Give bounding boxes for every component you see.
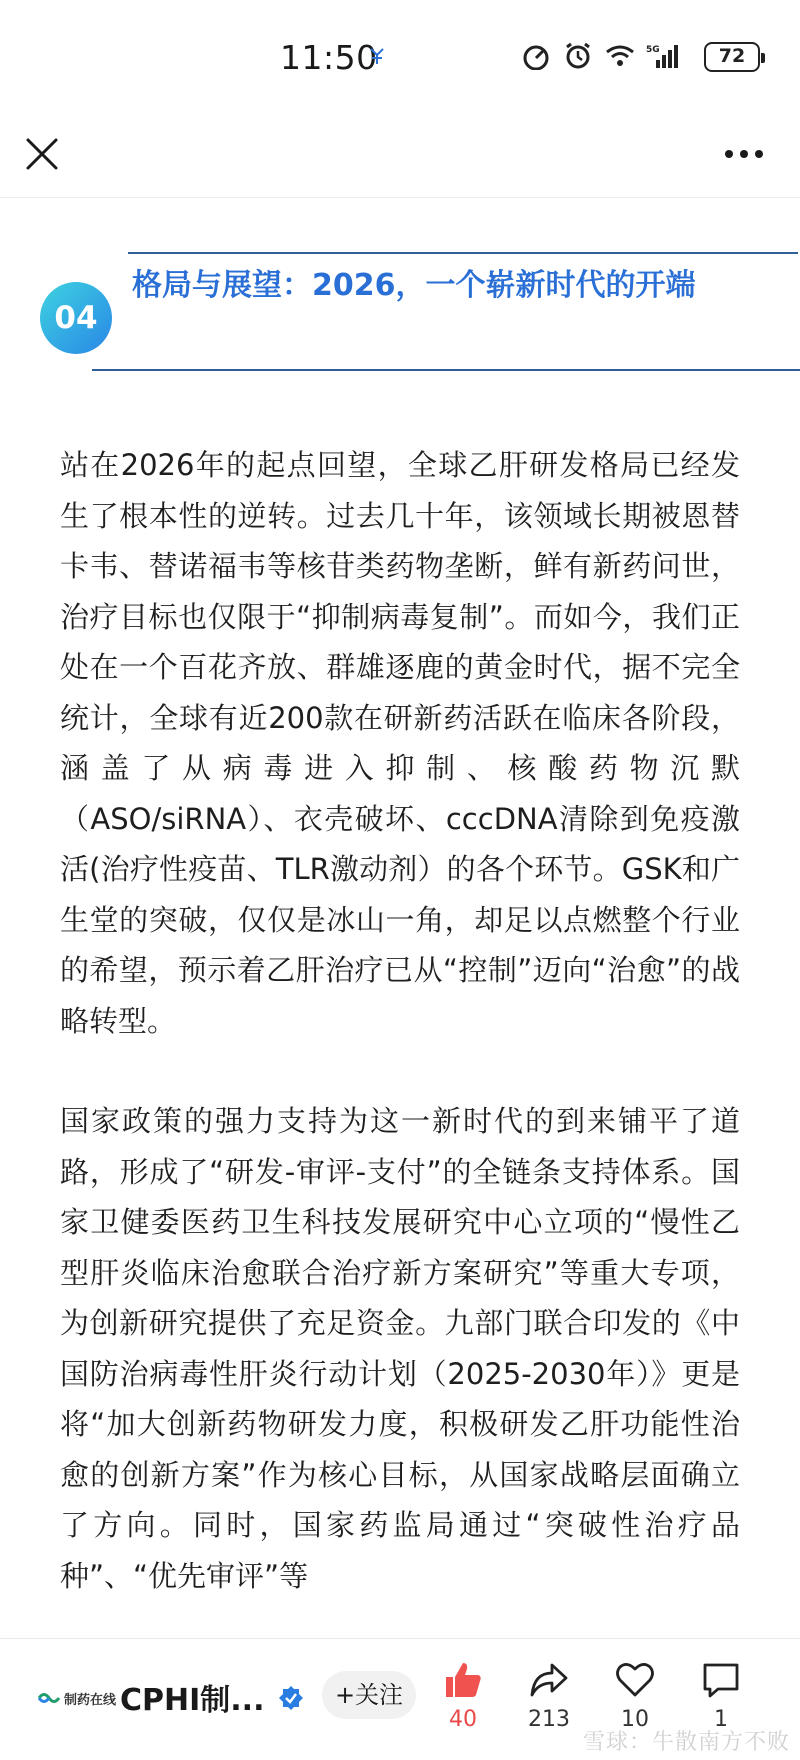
- notification-icon: [368, 46, 386, 66]
- watermark: 雪球：牛散南方不败: [582, 1730, 790, 1755]
- article-paragraph: 国家政策的强力支持为这一新时代的到来铺平了道路，形成了“研发-审评-支付”的全链条支持体系。国家卫健委医药卫生科技发展研究中心立项的“慢性乙型肝炎临床治愈联合治疗新方案研究”等重大专项，为创新研究提供了充足资金。九部门联合印发的《中国防治病毒性肝炎行动计划（2025-2030年）》更是将“加大创新药物研发力度，积极研发乙肝功能性治愈的创新方案”作为核心目标，从国家战略层面确立了方向。同时，国家药监局通过“突破性治疗品种”、“优先审评”等: [60, 1104, 740, 1593]
- share-count: 213: [528, 1707, 570, 1732]
- speedometer-icon: [520, 42, 552, 70]
- comment-count: 1: [714, 1707, 728, 1732]
- signal-5g-icon: [646, 42, 678, 70]
- heading-top-rule: [128, 252, 798, 254]
- share-icon: [528, 1659, 570, 1701]
- battery-indicator: 72: [704, 42, 760, 72]
- wifi-icon: [604, 42, 636, 70]
- source-logo-text: 制药在线: [64, 1692, 117, 1708]
- section-heading: [36, 252, 766, 377]
- status-bar: [0, 0, 800, 118]
- heart-icon: [614, 1659, 656, 1701]
- alarm-icon: [562, 42, 594, 70]
- like-button[interactable]: [428, 1659, 498, 1732]
- source-logo-icon: [38, 1690, 60, 1706]
- favorite-count: 10: [621, 1707, 649, 1732]
- like-count: 40: [449, 1707, 477, 1732]
- comment-icon: [700, 1659, 742, 1701]
- more-icon[interactable]: [720, 134, 768, 174]
- comment-button[interactable]: [686, 1659, 756, 1732]
- close-icon[interactable]: [22, 134, 62, 174]
- status-time: 11:50: [280, 38, 378, 77]
- follow-button[interactable]: +关注: [322, 1671, 416, 1719]
- svg-text:5G: 5G: [646, 45, 660, 55]
- article-paragraph: 站在2026年的起点回望，全球乙肝研发格局已经发生了根本性的逆转。过去几十年，该领域长期被恩替卡韦、替诺福韦等核苷类药物垄断，鲜有新药问世，治疗目标也仅限于“抑制病毒复制”。而如今，我们正处在一个百花齐放、群雄逐鹿的黄金时代，据不完全统计，全球有近200款在研新药活跃在临床各阶段，涵盖了从病毒进入抑制、核酸药物沉默（ASO/siRNA）、衣壳破坏、cccDNA清除到免疫激活(治疗性疫苗、TLR激动剂）的各个环节。GSK和广生堂的突破，仅仅是冰山一角，却足以点燃整个行业的希望，预示着乙肝治疗已从“控制”迈向“治愈”的战略转型。: [60, 448, 740, 1038]
- source-name[interactable]: CPHI制...: [120, 1683, 265, 1718]
- thumbs-up-icon: [442, 1659, 484, 1701]
- article-body: [60, 440, 740, 1601]
- section-title: 格局与展望：2026，一个崭新时代的开端: [132, 268, 696, 303]
- bottom-action-bar: [0, 1638, 800, 1760]
- heading-bottom-rule: [92, 369, 800, 371]
- source-logo[interactable]: [38, 1685, 118, 1711]
- top-nav: [0, 118, 800, 198]
- share-button[interactable]: [514, 1659, 584, 1732]
- section-number-badge: 04: [40, 282, 112, 354]
- verified-icon: [278, 1685, 304, 1711]
- favorite-button[interactable]: [600, 1659, 670, 1732]
